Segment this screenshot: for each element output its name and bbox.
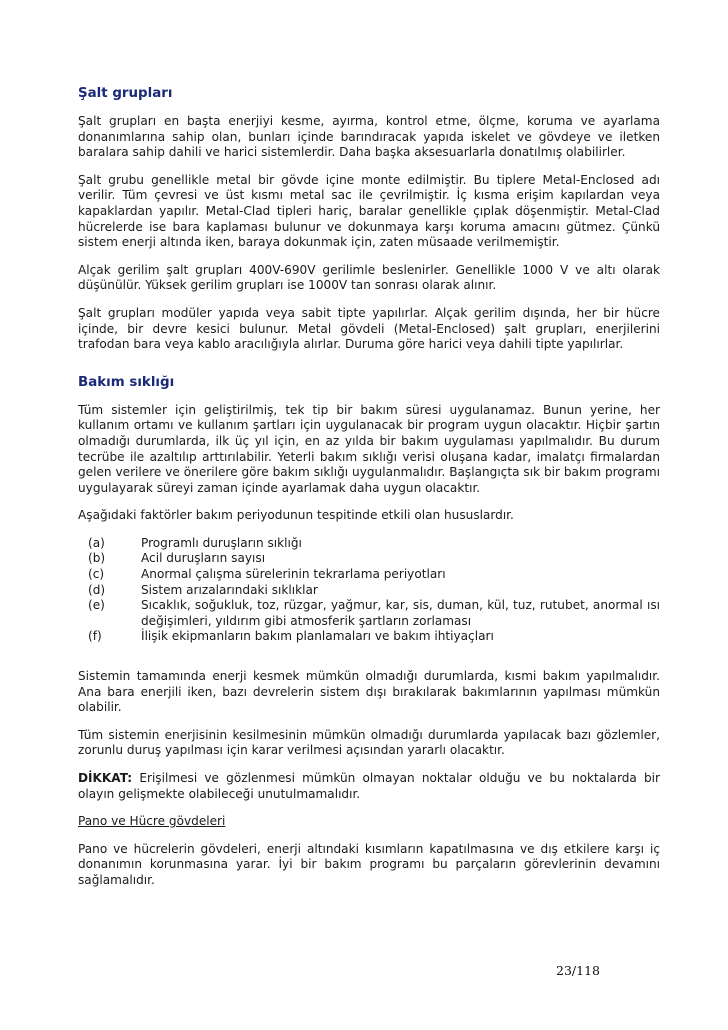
- list-item-label: (f): [88, 629, 102, 644]
- list-item-text: Sıcaklık, soğukluk, toz, rüzgar, yağmur, kar, sis, duman, kül, tuz, rutubet, anormal ısı değişimleri, yıldırım gibi atmosferik şartların zorlaması: [141, 598, 660, 628]
- paragraph: Tüm sistemin enerjisinin kesilmesinin mümkün olmadığı durumlarda yapılacak bazı gözlemler, zorunlu duruş yapılması için karar verilmesi açısından yararlı olacaktır.: [78, 727, 660, 758]
- list-item: [78, 629, 660, 645]
- list-item: [78, 598, 660, 629]
- page-number: 23/118: [556, 963, 600, 978]
- list-item: [78, 551, 660, 567]
- warning-paragraph: [78, 771, 660, 802]
- warning-text: Erişilmesi ve gözlenmesi mümkün olmayan noktalar olduğu ve bu noktalarda bir olayın gelişmekte olabileceği unutulmamalıdır.: [78, 771, 660, 801]
- paragraph: Şalt grupları en başta enerjiyi kesme, ayırma, kontrol etme, ölçme, koruma ve ayarlama donanımlarına sahip olan, bunları içinde barındıracak yapıda iskelet ve gövdeye ve iletken baralara sahip dahili ve harici sistemlerdir. Daha başka aksesuarlarla donatılmış olabilirler.: [78, 114, 660, 160]
- list-item-label: (d): [88, 582, 106, 597]
- paragraph: Şalt grupları modüler yapıda veya sabit tipte yapılırlar. Alçak gerilim dışında, her bir hücre içinde, bir devre kesici bulunur. Metal gövdeli (Metal-Enclosed) şalt grupları, enerjilerini trafodan bara veya kablo aracılığıyla alırlar. Duruma göre harici veya dahili tipte yapılırlar.: [78, 305, 660, 352]
- list-item-text: Anormal çalışma sürelerinin tekrarlama periyotları: [141, 567, 446, 582]
- paragraph: Tüm sistemler için geliştirilmiş, tek tip bir bakım süresi uygulanamaz. Bunun yerine, her kullanım ortamı ve kullanım şartları için uygulanacak bir program uygun olacaktır. Hiçbir şartın olmadığı durumlarda, ilk üç yıl için, en az yılda bir bakım uygulaması yapılmalıdır. Bu durum tecrübe ile azaltılıp arttırılabilir. Yeterli bakım sıklığı verisi oluşana kadar, imalatçı firmalardan gelen verilere ve önerilere göre bakım sıklığı uygulanmalıdır. Başlangıçta sık bir bakım programı uygulayarak süreyi zaman içinde ayarlamak daha uygun olacaktır.: [78, 402, 660, 495]
- subheading-pano-hucre: [78, 814, 660, 830]
- list-item-label: (e): [88, 598, 105, 613]
- section-heading-bakim-sikligi: Bakım sıklığı: [78, 374, 175, 390]
- paragraph: Sistemin tamamında enerji kesmek mümkün olmadığı durumlarda, kısmi bakım yapılmalıdır. Ana bara enerjili iken, bazı devrelerin sistem dışı bırakılarak bakımlarının yapılması mümkün olabilir.: [78, 669, 660, 715]
- paragraph: Alçak gerilim şalt grupları 400V-690V gerilimle beslenirler. Genellikle 1000 V ve altı olarak düşünülür. Yüksek gerilim grupları ise 1000V tan sonrası olarak alınır.: [78, 262, 660, 293]
- list-item-text: Acil duruşların sayısı: [141, 551, 266, 566]
- subheading-text: Pano ve Hücre gövdeleri: [78, 814, 226, 829]
- list-item: [78, 567, 660, 583]
- list-item-text: Programlı duruşların sıklığı: [141, 535, 302, 550]
- factor-list: [78, 536, 660, 645]
- list-item-text: Sistem arızalarındaki sıklıklar: [141, 582, 318, 597]
- paragraph: Pano ve hücrelerin gövdeleri, enerji altındaki kısımların kapatılmasına ve dış etkilere karşı iç donanımın korunmasına yarar. İyi bir bakım programı bu parçaların görevlerinin devamını sağlamalıdır.: [78, 841, 660, 887]
- warning-label: DİKKAT:: [78, 771, 133, 785]
- list-item: [78, 583, 660, 599]
- list-item-label: (b): [88, 551, 106, 566]
- list-item-label: (c): [88, 567, 105, 582]
- paragraph: Şalt grubu genellikle metal bir gövde içine monte edilmiştir. Bu tiplere Metal-Enclosed adı verilir. Tüm çevresi ve üst kısmı metal sac ile çevrilmiştir. İç kısma erişim kapılardan veya kapaklardan yapılır. Metal-Clad tipleri hariç, baralar genellikle çıplak döşenmiştir. Metal-Clad hücrelerde ise bara kaplaması bulunur ve dokunmaya karşı koruma amacını gütmez. Çünkü sistem enerji altında iken, baraya dokunmak için, zaten müsaade verilmemiştir.: [78, 172, 660, 250]
- list-item: [78, 536, 660, 552]
- list-item-text: İlişik ekipmanların bakım planlamaları ve bakım ihtiyaçları: [141, 629, 494, 644]
- paragraph: Aşağıdaki faktörler bakım periyodunun tespitinde etkili olan hususlardır.: [78, 508, 514, 523]
- document-page: [78, 86, 660, 901]
- list-item-label: (a): [88, 535, 105, 550]
- section-heading-salt-gruplari: Şalt grupları: [78, 86, 173, 101]
